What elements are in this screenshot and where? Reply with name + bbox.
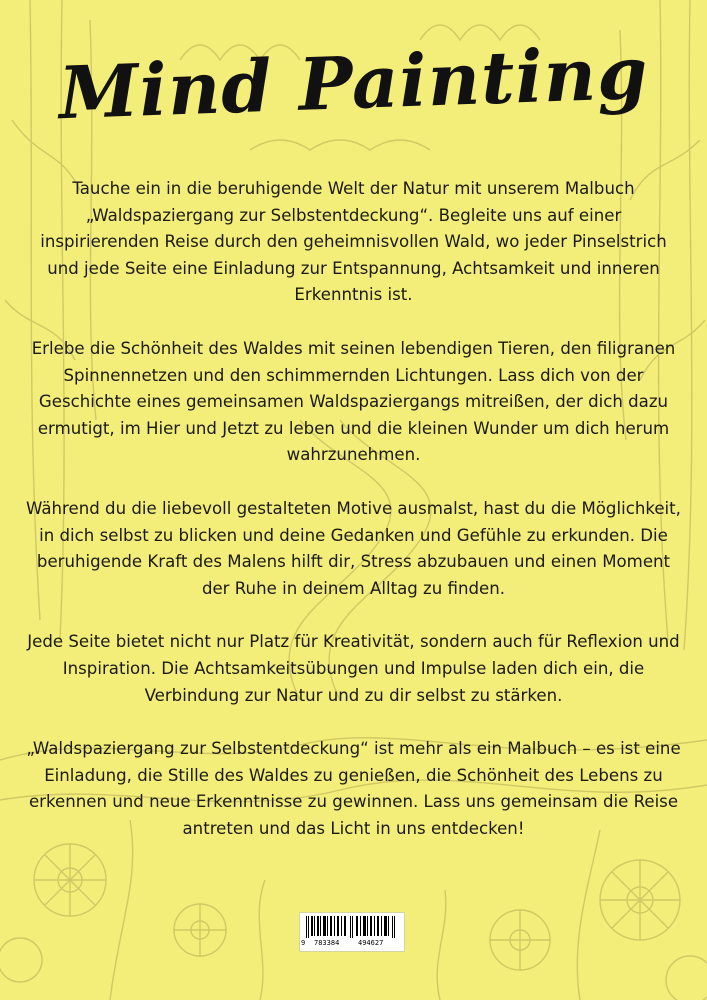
barcode-digit-first: 9 <box>301 939 306 947</box>
page-title: Mind Painting <box>57 29 650 136</box>
barcode-bars <box>304 916 400 938</box>
book-description <box>24 176 683 869</box>
barcode-digits-right: 494627 <box>358 939 384 947</box>
paragraph-2: Erlebe die Schönheit des Waldes mit seinen lebendigen Tieren, den filigranen Spinnennetzen und den schimmernden Lichtungen. Lass dich von der Geschichte eines gemeinsamen Waldspaziergangs mitreißen, der dich dazu ermutigt, im Hier und Jetzt zu leben und die kleinen Wunder um dich herum wahrzunehmen. <box>31 338 676 465</box>
paragraph-3: Während du die liebevoll gestalteten Motive ausmalst, hast du die Möglichkeit, in dich selbst zu blicken und deine Gedanken und Gefühle zu erkunden. Die beruhigende Kraft des Malens hilft dir, Stress abzubauen und einen Moment der Ruhe in deinem Alltag zu finden. <box>26 498 681 598</box>
paragraph-1: Tauche ein in die beruhigende Welt der Natur mit unserem Malbuch „Waldspaziergang zur Selbstentdeckung“. Begleite uns auf einer inspirierenden Reise durch den geheimnisvollen Wald, wo jeder Pinselstrich und jede Seite eine Einladung zur Entspannung, Achtsamkeit und inneren Erkenntnis ist. <box>40 179 667 305</box>
isbn-barcode <box>299 912 405 952</box>
paragraph-5: „Waldspaziergang zur Selbstentdeckung“ ist mehr als ein Malbuch – es ist eine Einladung, die Stille des Waldes zu genießen, die Schönheit des Lebens zu erkennen und neue Erkenntnisse zu gewinnen. Lass uns gemeinsam die Reise antreten und das Licht in uns entdecken! <box>26 739 681 838</box>
barcode-digits-left: 783384 <box>314 939 340 947</box>
paragraph-4: Jede Seite bietet nicht nur Platz für Kreativität, sondern auch für Reflexion und Inspiration. Die Achtsamkeitsübungen und Impulse laden dich ein, die Verbindung zur Natur und zu dir selbst zu stärken. <box>27 632 680 705</box>
